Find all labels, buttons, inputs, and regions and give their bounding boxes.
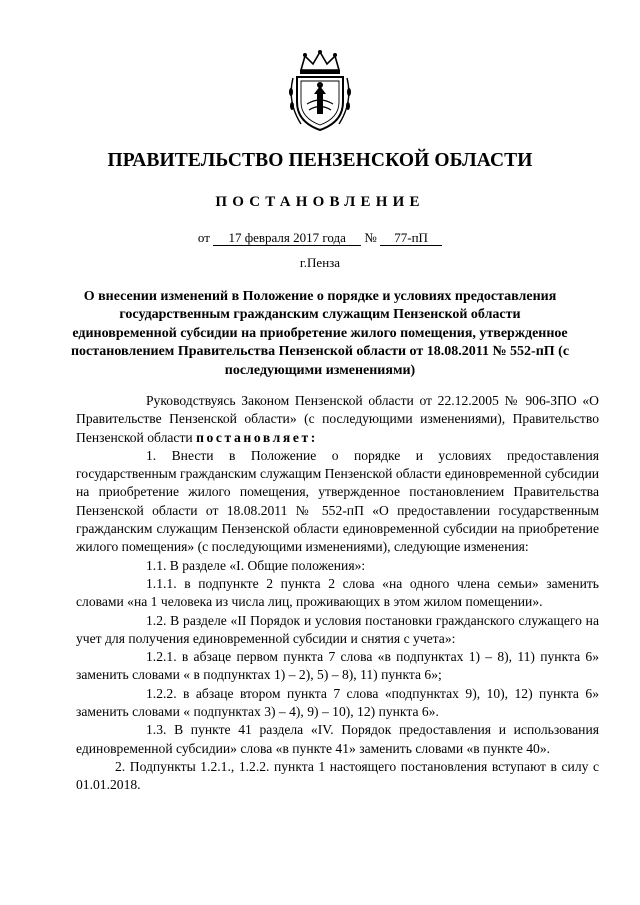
body-paragraph: 1.2.2. в абзаце втором пункта 7 слова «подпунктах 9), 10), 12) пункта 6» заменить словами « подпунктах 3) – 4), 9) – 10), 12) пункта 6». bbox=[76, 685, 599, 720]
body-paragraph: 1.2.1. в абзаце первом пункта 7 слова «в подпунктах 1) – 8), 11) пункта 6» заменить словами « в подпунктах 1) – 2), 5) – 8), 11) пункта 6»; bbox=[76, 649, 599, 683]
body-paragraph: 1.3. В пункте 41 раздела «IV. Порядок предоставления и использования единовременной субсидии» слова «в пункте 41» заменить словами «в пункте 40». bbox=[76, 722, 599, 756]
date-number-line bbox=[0, 230, 640, 246]
document-type: ПОСТАНОВЛЕНИЕ bbox=[215, 194, 425, 210]
preamble-paragraph bbox=[76, 392, 599, 447]
document-number: 77-пП bbox=[380, 230, 442, 246]
body-paragraph: 1. Внести в Положение о порядке и условиях предоставления государственным гражданским служащим Пензенской области единовременной субсидии на приобретение жилого помещения, утвержденное постановлением Правительства Пензенской области от 18.08.2011 № 552-пП «О предоставлении государственным гражданским служащим Пензенской области единовременной субсидии на приобретение жилого помещения» (с последующими изменениями), следующие изменения: bbox=[76, 447, 599, 555]
city: г.Пенза bbox=[299, 255, 341, 270]
document-date: 17 февраля 2017 года bbox=[213, 230, 361, 246]
body-paragraph: 1.1.1. в подпункте 2 пункта 2 слова «на одного члена семьи» заменить словами «на 1 человека из числа лиц, проживающих в этом жилом помещении». bbox=[76, 575, 599, 610]
body-paragraph: 2. Подпункты 1.2.1., 1.2.2. пункта 1 настоящего постановления вступают в силу с 01.01.2018. bbox=[76, 758, 599, 793]
date-prefix: от bbox=[197, 230, 210, 245]
preamble-text: Руководствуясь Законом Пензенской области от 22.12.2005 № 906-ЗПО «О Правительстве Пензенской области» (с последующими изменениями), Правительство Пензенской области bbox=[76, 393, 599, 445]
coat-of-arms-icon bbox=[287, 50, 353, 132]
document-body bbox=[76, 392, 599, 795]
government-name: ПРАВИТЕЛЬСТВО ПЕНЗЕНСКОЙ ОБЛАСТИ bbox=[107, 150, 533, 171]
number-prefix: № bbox=[364, 230, 377, 245]
body-paragraph: 1.2. В разделе «II Порядок и условия постановки гражданского служащего на учет для получения единовременной субсидии и снятия с учета»: bbox=[76, 612, 599, 646]
document-subject: О внесении изменений в Положение о порядке и условиях предоставления государственным гражданским служащим Пензенской области единовременной субсидии на приобретение жилого помещения, утвержденное постановлением Правительства Пензенской области от 18.08.2011 № 552-пП (с последующими изменениями) bbox=[70, 289, 570, 378]
decree-word: постановляет: bbox=[196, 429, 318, 445]
body-paragraph: 1.1. В разделе «I. Общие положения»: bbox=[146, 557, 366, 573]
